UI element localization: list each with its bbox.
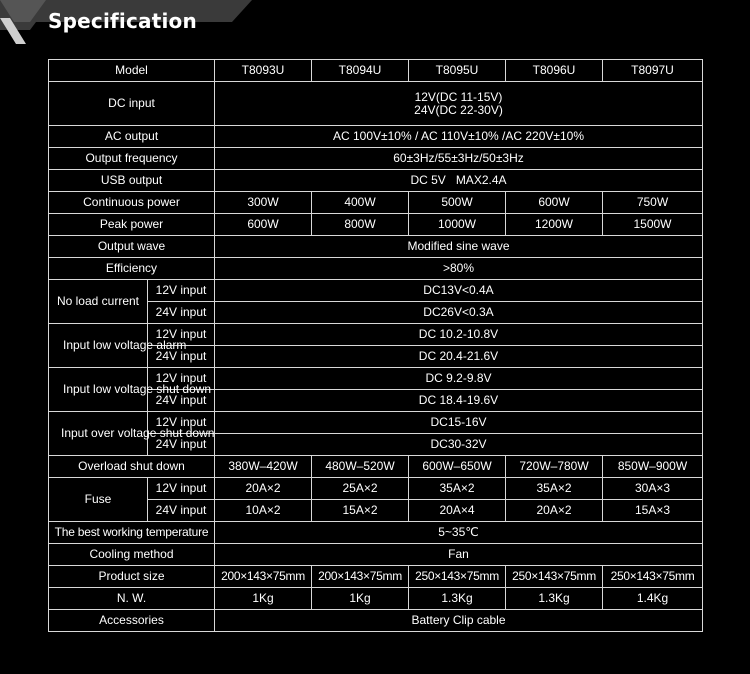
output-wave-label: Output wave [49,236,215,258]
page-title: Specification [48,9,197,33]
dc-input-line2: 24V(DC 22-30V) [414,102,503,117]
net-weight-cell: 1Kg [215,588,312,610]
dc-input-value [215,82,703,126]
sub-label: 24V input [148,500,215,522]
low-voltage-shutdown-value: DC 9.2-9.8V [215,368,703,390]
working-temperature-label: The best working temperature [49,522,215,544]
fuse-cell: 25A×2 [312,478,409,500]
row-over-voltage-shutdown-12v [49,412,703,434]
sub-label: 12V input [148,324,215,346]
row-product-size [49,566,703,588]
accessories-label: Accessories [49,610,215,632]
section-header [0,0,252,44]
fuse-cell: 20A×2 [506,500,603,522]
row-ac-output [49,126,703,148]
usb-output-value: DC 5V MAX2.4A [215,170,703,192]
row-cooling-method [49,544,703,566]
output-wave-value: Modified sine wave [215,236,703,258]
row-overload-shutdown [49,456,703,478]
sub-label: 12V input [148,280,215,302]
product-size-cell: 200×143×75mm [312,566,409,588]
no-load-current-label: No load current [49,280,148,324]
sub-label: 12V input [148,412,215,434]
cooling-method-value: Fan [215,544,703,566]
row-low-voltage-alarm-12v [49,324,703,346]
sub-label: 12V input [148,368,215,390]
peak-power-cell: 1500W [603,214,703,236]
peak-power-cell: 600W [215,214,312,236]
product-size-cell: 250×143×75mm [603,566,703,588]
fuse-cell: 10A×2 [215,500,312,522]
peak-power-label: Peak power [49,214,215,236]
cooling-method-label: Cooling method [49,544,215,566]
over-voltage-shutdown-label: Input over voltage shut down [49,412,148,456]
peak-power-cell: 800W [312,214,409,236]
product-size-cell: 250×143×75mm [409,566,506,588]
dc-input-line1: 12V(DC 11-15V) [414,89,503,104]
fuse-cell: 15A×2 [312,500,409,522]
working-temperature-value: 5~35℃ [215,522,703,544]
ac-output-value: AC 100V±10% / AC 110V±10% /AC 220V±10% [215,126,703,148]
row-accessories [49,610,703,632]
dc-input-label: DC input [49,82,215,126]
row-output-frequency [49,148,703,170]
output-frequency-label: Output frequency [49,148,215,170]
row-efficiency [49,258,703,280]
low-voltage-shutdown-label: Input low voltage shut down [49,368,148,412]
continuous-power-cell: 600W [506,192,603,214]
net-weight-label: N. W. [49,588,215,610]
fuse-cell: 15A×3 [603,500,703,522]
sub-label: 24V input [148,346,215,368]
fuse-cell: 20A×4 [409,500,506,522]
fuse-cell: 20A×2 [215,478,312,500]
continuous-power-label: Continuous power [49,192,215,214]
specification-table [48,59,703,632]
over-voltage-shutdown-value: DC30-32V [215,434,703,456]
fuse-cell: 30A×3 [603,478,703,500]
overload-shutdown-cell: 380W–420W [215,456,312,478]
fuse-cell: 35A×2 [506,478,603,500]
net-weight-cell: 1.4Kg [603,588,703,610]
model-cell: T8095U [409,60,506,82]
model-label: Model [49,60,215,82]
fuse-label: Fuse [49,478,148,522]
peak-power-cell: 1000W [409,214,506,236]
accessories-value: Battery Clip cable [215,610,703,632]
efficiency-value: >80% [215,258,703,280]
sub-label: 12V input [148,478,215,500]
fuse-cell: 35A×2 [409,478,506,500]
sub-label: 24V input [148,434,215,456]
low-voltage-shutdown-value: DC 18.4-19.6V [215,390,703,412]
row-net-weight [49,588,703,610]
row-usb-output [49,170,703,192]
efficiency-label: Efficiency [49,258,215,280]
row-dc-input [49,82,703,126]
continuous-power-cell: 750W [603,192,703,214]
model-cell: T8097U [603,60,703,82]
row-continuous-power [49,192,703,214]
net-weight-cell: 1Kg [312,588,409,610]
row-fuse-12v [49,478,703,500]
model-cell: T8094U [312,60,409,82]
product-size-cell: 200×143×75mm [215,566,312,588]
sub-label: 24V input [148,302,215,324]
row-low-voltage-shutdown-12v [49,368,703,390]
overload-shutdown-cell: 600W–650W [409,456,506,478]
overload-shutdown-cell: 480W–520W [312,456,409,478]
overload-shutdown-cell: 720W–780W [506,456,603,478]
output-frequency-value: 60±3Hz/55±3Hz/50±3Hz [215,148,703,170]
row-output-wave [49,236,703,258]
net-weight-cell: 1.3Kg [506,588,603,610]
no-load-current-value: DC26V<0.3A [215,302,703,324]
net-weight-cell: 1.3Kg [409,588,506,610]
row-peak-power [49,214,703,236]
row-no-load-current-24v [49,302,703,324]
over-voltage-shutdown-value: DC15-16V [215,412,703,434]
model-cell: T8096U [506,60,603,82]
sub-label: 24V input [148,390,215,412]
row-fuse-24v [49,500,703,522]
peak-power-cell: 1200W [506,214,603,236]
product-size-cell: 250×143×75mm [506,566,603,588]
product-size-label: Product size [49,566,215,588]
row-model [49,60,703,82]
overload-shutdown-cell: 850W–900W [603,456,703,478]
row-no-load-current-12v [49,280,703,302]
low-voltage-alarm-value: DC 10.2-10.8V [215,324,703,346]
overload-shutdown-label: Overload shut down [49,456,215,478]
continuous-power-cell: 300W [215,192,312,214]
continuous-power-cell: 400W [312,192,409,214]
ac-output-label: AC output [49,126,215,148]
model-cell: T8093U [215,60,312,82]
continuous-power-cell: 500W [409,192,506,214]
low-voltage-alarm-value: DC 20.4-21.6V [215,346,703,368]
low-voltage-alarm-label: Input low voltage alarm [49,324,148,368]
row-working-temperature [49,522,703,544]
usb-output-label: USB output [49,170,215,192]
no-load-current-value: DC13V<0.4A [215,280,703,302]
